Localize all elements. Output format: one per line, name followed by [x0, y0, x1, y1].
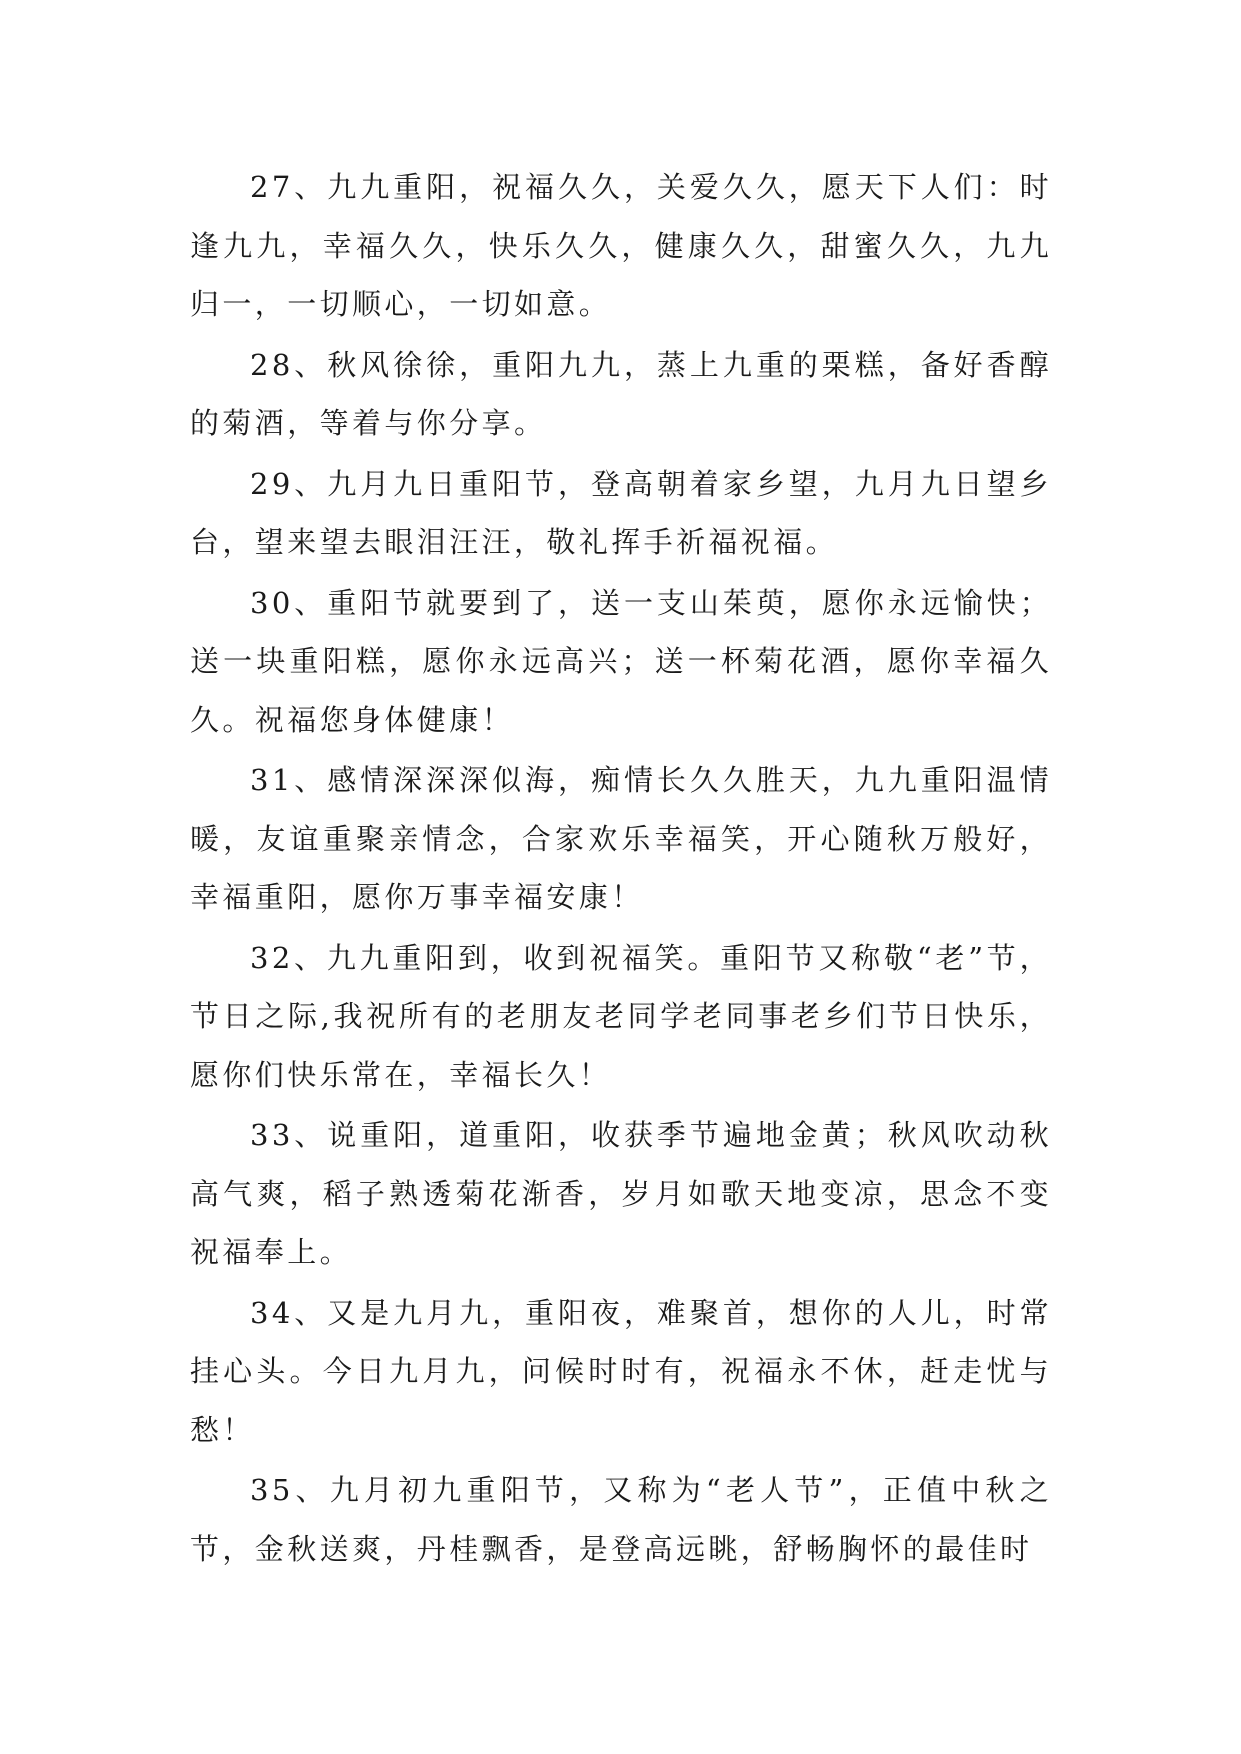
- paragraph-29: 29、九月九日重阳节，登高朝着家乡望，九月九日望乡台，望来望去眼泪汪汪，敬礼挥手祈福祝福。: [190, 466, 1052, 559]
- paragraph-28: 28、秋风徐徐，重阳九九，蒸上九重的栗糕，备好香醇的菊酒，等着与你分享。: [190, 347, 1052, 440]
- document-body: [190, 158, 1052, 1580]
- paragraph-27: 27、九九重阳，祝福久久，关爱久久，愿天下人们：时逢九九，幸福久久，快乐久久，健康久久，甜蜜久久，九九归一，一切顺心，一切如意。: [190, 170, 1052, 321]
- paragraph-32: 32、九九重阳到，收到祝福笑。重阳节又称敬“老”节，节日之际,我祝所有的老朋友老同学老同事老乡们节日快乐，愿你们快乐常在，幸福长久！: [190, 940, 1052, 1092]
- paragraph-31: 31、感情深深深似海，痴情长久久胜天，九九重阳温情暖，友谊重聚亲情念，合家欢乐幸福笑，开心随秋万般好，幸福重阳，愿你万事幸福安康！: [190, 763, 1052, 914]
- paragraph-35: 35、九月初九重阳节，又称为“老人节”，正值中秋之节，金秋送爽，丹桂飘香，是登高远眺，舒畅胸怀的最佳时: [190, 1473, 1052, 1566]
- paragraph-34: 34、又是九月九，重阳夜，难聚首，想你的人儿，时常挂心头。今日九月九，问候时时有，祝福永不休，赶走忧与愁！: [190, 1295, 1052, 1447]
- paragraph-33: 33、说重阳，道重阳，收获季节遍地金黄；秋风吹动秋高气爽，稻子熟透菊花渐香，岁月如歌天地变凉，思念不变祝福奉上。: [190, 1118, 1052, 1269]
- paragraph-30: 30、重阳节就要到了，送一支山茱萸，愿你永远愉快；送一块重阳糕，愿你永远高兴；送一杯菊花酒，愿你幸福久久。祝福您身体健康！: [190, 585, 1052, 737]
